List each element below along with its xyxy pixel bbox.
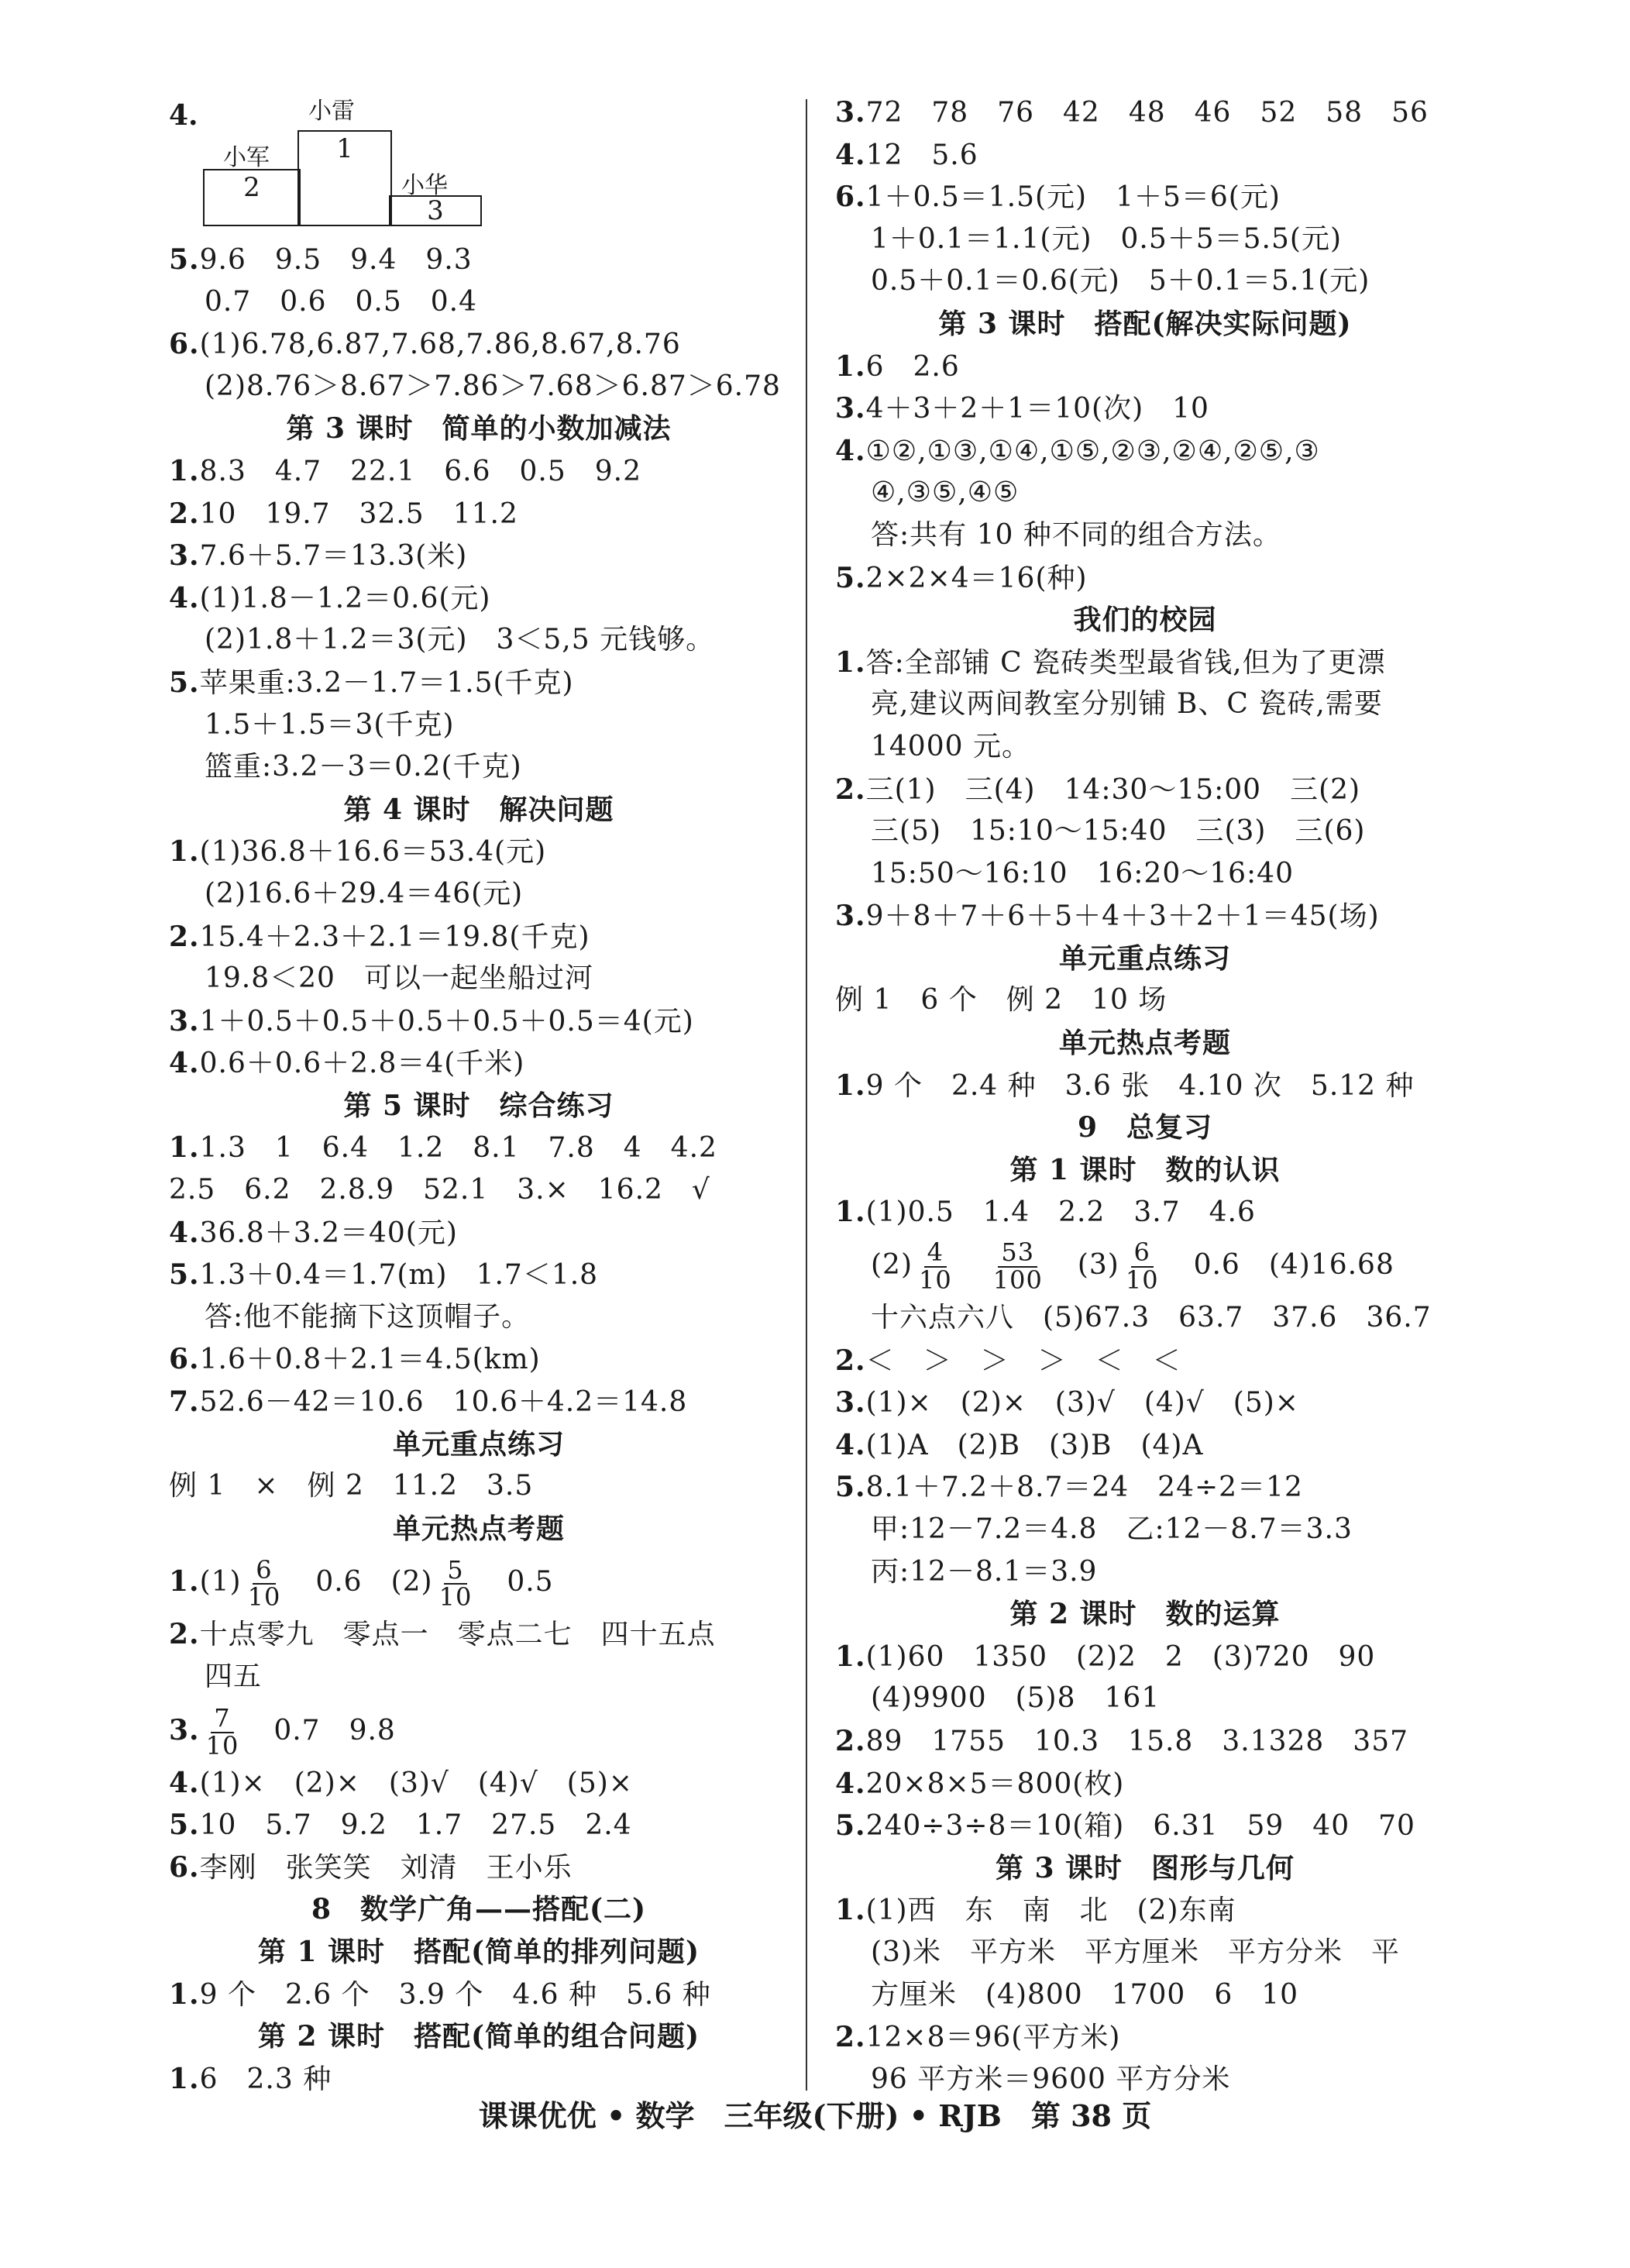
answer-line bbox=[835, 387, 1455, 430]
answer-line: 1.(1) $\frac{6}{10}$ 0.6 (2) $\frac{5}{10}$ 0.5 bbox=[169, 1554, 554, 1612]
answer-text: 36.8＋3.2＝40(元) bbox=[199, 1217, 458, 1249]
answer-text: (1)× (2)× (3)√ (4)√ (5)× bbox=[865, 1387, 1299, 1420]
question-number: 5. bbox=[835, 1809, 866, 1843]
answer-text: 7.6＋5.7＝13.3(米) bbox=[199, 540, 468, 573]
answer-line bbox=[169, 1296, 789, 1339]
podium-top-label: 小雷 bbox=[308, 98, 355, 125]
answer-line bbox=[169, 1974, 789, 2016]
fraction: $\frac{53}{100}$ bbox=[992, 1237, 1043, 1296]
answer-text: (2)16.6＋29.4＝46(元) bbox=[205, 877, 524, 910]
question-number: 1. bbox=[169, 2062, 200, 2095]
question-number: 3. bbox=[169, 539, 200, 573]
answer-line bbox=[835, 1974, 1455, 2017]
question-number: 6. bbox=[169, 1850, 200, 1884]
answer-text: 十点零九 零点一 零点二七 四十五点 bbox=[199, 1619, 716, 1651]
answer-line bbox=[169, 1338, 789, 1381]
answer-text: 1＋0.5＋0.5＋0.5＋0.5＋0.5＝4(元) bbox=[199, 1005, 694, 1038]
answer-text: 52.6－42＝10.6 10.6＋4.2＝14.8 bbox=[199, 1386, 688, 1419]
answer-text: 10 19.7 32.5 11.2 bbox=[199, 497, 518, 530]
answer-line bbox=[835, 683, 1455, 726]
answer-text: 15:50～16:10 16:20～16:40 bbox=[871, 857, 1294, 890]
section-heading bbox=[169, 1085, 789, 1127]
answer-line bbox=[169, 1762, 789, 1805]
question-number: 2. bbox=[169, 920, 200, 953]
answer-line bbox=[835, 810, 1455, 853]
answer-line bbox=[169, 746, 789, 789]
section-heading bbox=[169, 1931, 789, 1974]
answer-line bbox=[835, 1720, 1455, 1763]
heading-text: 单元热点考题 bbox=[1058, 1027, 1231, 1060]
answer-line bbox=[835, 515, 1455, 557]
question-number: 2. bbox=[169, 1618, 200, 1651]
answer-text: 四五 bbox=[205, 1661, 263, 1692]
question-number: 1. bbox=[169, 835, 200, 869]
answer-line bbox=[835, 430, 1455, 473]
answer-line bbox=[835, 1636, 1455, 1678]
answer-text: 9.6 9.5 9.4 9.3 bbox=[199, 244, 473, 276]
answer-line bbox=[835, 1297, 1455, 1340]
answer-line bbox=[169, 916, 789, 958]
answer-line bbox=[835, 1763, 1455, 1805]
question-number: 1. bbox=[835, 1196, 866, 1229]
answer-text: (4)9900 (5)8 161 bbox=[871, 1682, 1161, 1715]
answer-line bbox=[835, 1065, 1455, 1107]
answer-text: 甲:12－7.2＝4.8 乙:12－8.7＝3.3 bbox=[871, 1513, 1353, 1545]
podium-third: 3 bbox=[389, 195, 482, 226]
answer-text: 19.8＜20 可以一起坐船过河 bbox=[205, 962, 593, 995]
answer-text: 89 1755 10.3 15.8 3.1328 357 bbox=[865, 1725, 1409, 1757]
answer-line bbox=[835, 1424, 1455, 1467]
podium-left-label: 小军 bbox=[223, 144, 270, 171]
section-heading bbox=[835, 303, 1455, 346]
answer-text: 例 1 6 个 例 2 10 场 bbox=[835, 984, 1167, 1017]
answer-text: 14000 元。 bbox=[871, 730, 1030, 762]
answer-line bbox=[835, 2016, 1455, 2059]
answer-line bbox=[169, 1613, 789, 1656]
answer-line bbox=[835, 134, 1455, 177]
answer-text: 12 5.6 bbox=[865, 139, 978, 171]
answer-text: 1.5＋1.5＝3(千克) bbox=[205, 708, 455, 741]
fraction: $\frac{4}{10}$ bbox=[919, 1237, 952, 1296]
answer-line bbox=[835, 1551, 1455, 1594]
answer-text: 10 5.7 9.2 1.7 27.5 2.4 bbox=[199, 1809, 632, 1842]
answer-text: 李刚 张笑笑 刘清 王小乐 bbox=[199, 1851, 573, 1884]
answer-line bbox=[835, 1805, 1455, 1847]
answer-text: 亮,建议两间教室分别铺 B、C 瓷砖,需要 bbox=[871, 688, 1383, 721]
answer-text: 0.7 0.6 0.5 0.4 bbox=[205, 285, 478, 318]
section-heading bbox=[835, 1106, 1455, 1149]
answer-line bbox=[169, 1381, 789, 1423]
answer-text: 9＋8＋7＋6＋5＋4＋3＋2＋1＝45(场) bbox=[865, 900, 1380, 933]
column-divider bbox=[806, 99, 807, 2091]
answer-line bbox=[169, 1212, 789, 1254]
heading-text: 9 总复习 bbox=[1077, 1111, 1213, 1144]
answer-text: 1＋0.1＝1.1(元) 0.5＋5＝5.5(元) bbox=[871, 222, 1342, 255]
answer-text: (1)1.8－1.2＝0.6(元) bbox=[199, 582, 491, 614]
question-number: 5. bbox=[169, 1258, 200, 1292]
answer-text: (2)1.8＋1.2＝3(元) 3＜5,5 元钱够。 bbox=[205, 624, 715, 656]
answer-line bbox=[169, 1656, 789, 1698]
answer-line bbox=[835, 1191, 1455, 1234]
answer-line bbox=[835, 769, 1455, 811]
answer-line bbox=[835, 1932, 1455, 1974]
answer-line bbox=[169, 366, 789, 408]
answer-line bbox=[835, 346, 1455, 388]
answer-line bbox=[835, 1889, 1455, 1932]
question-number: 3. bbox=[835, 392, 866, 425]
podium-diagram bbox=[169, 91, 789, 239]
answer-line bbox=[169, 831, 789, 873]
answer-text: 1＋0.5＝1.5(元) 1＋5＝6(元) bbox=[865, 181, 1281, 214]
answer-text: 72 78 76 42 48 46 52 58 56 bbox=[865, 97, 1429, 129]
question-number: 2. bbox=[835, 2021, 866, 2054]
right-column bbox=[835, 91, 1455, 2101]
question-number: 2. bbox=[169, 497, 200, 530]
answer-line bbox=[169, 1804, 789, 1846]
answer-line bbox=[169, 1465, 789, 1508]
section-heading bbox=[835, 599, 1455, 642]
question-number: 4. bbox=[169, 1216, 200, 1249]
question-number: 4. bbox=[169, 99, 198, 132]
answer-text: ④,③⑤,④⑤ bbox=[871, 477, 1020, 509]
fraction: $\frac{7}{10}$ bbox=[205, 1703, 239, 1760]
answer-line bbox=[835, 895, 1455, 938]
fraction: $\frac{6}{10}$ bbox=[1125, 1237, 1159, 1296]
answer-text: 方厘米 (4)800 1700 6 10 bbox=[871, 1978, 1299, 2011]
answer-line bbox=[835, 726, 1455, 769]
answer-line bbox=[835, 642, 1455, 684]
question-number: 5. bbox=[169, 1809, 200, 1842]
left-column bbox=[169, 91, 789, 2100]
answer-line bbox=[835, 1466, 1455, 1509]
question-number: 4. bbox=[835, 138, 866, 171]
answer-text: 1.3＋0.4＝1.7(m) 1.7＜1.8 bbox=[199, 1259, 599, 1292]
question-number: 5. bbox=[835, 561, 866, 594]
section-heading bbox=[169, 789, 789, 831]
question-number: 2. bbox=[835, 1344, 866, 1377]
answer-text: 0.6＋0.6＋2.8＝4(千米) bbox=[199, 1048, 525, 1080]
question-number: 3. bbox=[169, 1004, 200, 1038]
heading-text: 第 5 课时 综合练习 bbox=[343, 1089, 614, 1122]
answer-line bbox=[169, 450, 789, 493]
answer-text: 9 个 2.4 种 3.6 张 4.10 次 5.12 种 bbox=[865, 1069, 1415, 1102]
answer-text: (2)8.76＞8.67＞7.86＞7.68＞6.87＞6.78 bbox=[205, 370, 781, 402]
answer-text: (1)0.5 1.4 2.2 3.7 4.6 bbox=[865, 1196, 1256, 1229]
answer-line bbox=[835, 219, 1455, 261]
answer-text: (3)米 平方米 平方厘米 平方分米 平 bbox=[871, 1936, 1400, 1968]
page-footer: 课课优优 • 数学 三年级(下册) • RJB 第 38 页 bbox=[478, 2098, 1152, 2133]
answer-line bbox=[835, 1340, 1455, 1382]
heading-text: 我们的校园 bbox=[1073, 604, 1217, 637]
answer-line bbox=[835, 853, 1455, 896]
answer-text: 12×8＝96(平方米) bbox=[865, 2022, 1121, 2054]
question-number: 1. bbox=[169, 1977, 200, 2011]
answer-line bbox=[835, 979, 1455, 1022]
answer-text: 20×8×5＝800(枚) bbox=[865, 1767, 1125, 1800]
answer-line bbox=[169, 1000, 789, 1043]
heading-text: 单元热点考题 bbox=[392, 1512, 565, 1545]
question-number: 1. bbox=[835, 1640, 866, 1673]
question-number: 6. bbox=[169, 1343, 200, 1376]
answer-text: (1)6.78,6.87,7.68,7.86,8.67,8.76 bbox=[199, 329, 681, 361]
answer-block bbox=[169, 1762, 789, 2101]
question-number: 3. bbox=[835, 1386, 866, 1420]
answer-text: ＜ ＞ ＞ ＞ ＜ ＜ bbox=[865, 1344, 1181, 1377]
answer-line bbox=[835, 1509, 1455, 1551]
answer-text: 96 平方米＝9600 平方分米 bbox=[871, 2063, 1231, 2095]
question-number: 1. bbox=[835, 645, 866, 679]
answer-text: 2.5 6.2 2.8.9 52.1 3.× 16.2 √ bbox=[169, 1174, 710, 1206]
answer-text: 6 2.3 种 bbox=[199, 2063, 332, 2095]
answer-text: 1.6＋0.8＋2.1＝4.5(km) bbox=[199, 1344, 541, 1376]
question-number: 1. bbox=[835, 349, 866, 383]
section-heading bbox=[835, 1847, 1455, 1890]
question-number: 3. bbox=[835, 96, 866, 129]
answer-text: 丙:12－8.1＝3.9 bbox=[871, 1555, 1098, 1588]
answer-text: 三(5) 15:10～15:40 三(3) 三(6) bbox=[871, 815, 1366, 848]
heading-text: 第 1 课时 数的认识 bbox=[1009, 1153, 1281, 1186]
question-number: 1. bbox=[835, 1894, 866, 1927]
answer-line bbox=[169, 662, 789, 704]
section-heading bbox=[835, 1149, 1455, 1192]
answer-text: 8.3 4.7 22.1 6.6 0.5 9.2 bbox=[199, 455, 642, 487]
answer-text: 240÷3÷8＝10(箱) 6.31 59 40 70 bbox=[865, 1810, 1415, 1843]
question-number: 1. bbox=[169, 454, 200, 487]
question-number: 2. bbox=[835, 1724, 866, 1757]
answer-text: 苹果重:3.2－1.7＝1.5(千克) bbox=[199, 666, 574, 699]
answer-text: (1)× (2)× (3)√ (4)√ (5)× bbox=[199, 1767, 633, 1799]
answer-line: (2) $\frac{4}{10}$ $\frac{53}{100}$ (3) $\frac{6}{10}$ 0.6 (4)16.68 bbox=[871, 1237, 1394, 1296]
heading-text: 第 2 课时 数的运算 bbox=[1009, 1598, 1281, 1631]
answer-text: ①②,①③,①④,①⑤,②③,②④,②⑤,③ bbox=[865, 435, 1320, 467]
question-number: 1. bbox=[169, 1131, 200, 1165]
answer-text: 9 个 2.6 个 3.9 个 4.6 种 5.6 种 bbox=[199, 1978, 711, 2011]
answer-text: 篮重:3.2－3＝0.2(千克) bbox=[205, 751, 522, 783]
answer-block bbox=[835, 91, 1455, 1234]
answer-line bbox=[169, 1127, 789, 1169]
answer-text: 4＋3＋2＋1＝10(次) 10 bbox=[865, 393, 1209, 425]
answer-block bbox=[169, 239, 789, 1550]
answer-text: 答:共有 10 种不同的组合方法。 bbox=[871, 518, 1281, 551]
answer-text: 十六点六八 (5)67.3 63.7 37.6 36.7 bbox=[871, 1302, 1432, 1334]
answer-text: 8.1＋7.2＋8.7＝24 24÷2＝12 bbox=[865, 1471, 1303, 1504]
heading-text: 第 1 课时 搭配(简单的排列问题) bbox=[257, 1935, 700, 1968]
answer-line bbox=[169, 704, 789, 747]
answer-text: 6 2.6 bbox=[865, 350, 960, 383]
question-number: 5. bbox=[169, 243, 200, 276]
section-heading bbox=[169, 1508, 789, 1550]
answer-line bbox=[169, 619, 789, 662]
section-heading bbox=[169, 1423, 789, 1466]
answer-line bbox=[169, 577, 789, 620]
answer-line bbox=[835, 1678, 1455, 1720]
question-number: 5. bbox=[169, 666, 200, 699]
podium-first: 1 bbox=[297, 130, 392, 226]
answer-line bbox=[169, 1254, 789, 1296]
answer-text: 15.4＋2.3＋2.1＝19.8(千克) bbox=[199, 921, 590, 953]
answer-line bbox=[169, 1042, 789, 1085]
question-number: 4. bbox=[169, 1047, 200, 1080]
question-number: 4. bbox=[835, 1767, 866, 1800]
question-number: 4. bbox=[835, 1428, 866, 1461]
heading-text: 第 3 课时 图形与几何 bbox=[995, 1851, 1295, 1884]
answer-line bbox=[169, 239, 789, 281]
answer-text: (1)60 1350 (2)2 2 (3)720 90 bbox=[865, 1640, 1376, 1673]
answer-text: (1)A (2)B (3)B (4)A bbox=[865, 1429, 1204, 1461]
answer-line bbox=[169, 535, 789, 577]
answer-line bbox=[169, 493, 789, 535]
answer-line bbox=[835, 91, 1455, 134]
fraction: $\frac{6}{10}$ bbox=[247, 1554, 281, 1612]
heading-text: 8 数学广角——搭配(二) bbox=[311, 1893, 647, 1926]
answer-block bbox=[835, 1297, 1455, 2101]
heading-text: 单元重点练习 bbox=[1058, 941, 1231, 975]
question-number: 4. bbox=[169, 581, 200, 614]
answer-text: 答:他不能摘下这顶帽子。 bbox=[205, 1300, 531, 1333]
heading-text: 第 2 课时 搭配(简单的组合问题) bbox=[257, 2020, 700, 2053]
answer-text: 0.5＋0.1＝0.6(元) 5＋0.1＝5.1(元) bbox=[871, 265, 1370, 298]
question-number: 7. bbox=[169, 1385, 200, 1419]
section-heading bbox=[835, 938, 1455, 980]
answer-line bbox=[169, 873, 789, 916]
fraction: $\frac{5}{10}$ bbox=[438, 1554, 473, 1612]
question-number: 6. bbox=[169, 328, 200, 361]
section-heading bbox=[835, 1593, 1455, 1636]
answer-text: 三(1) 三(4) 14:30～15:00 三(2) bbox=[865, 773, 1361, 806]
answer-line bbox=[169, 1169, 789, 1212]
question-number: 3. bbox=[835, 900, 866, 933]
answer-line: 3. $\frac{7}{10}$ 0.7 9.8 bbox=[169, 1703, 396, 1760]
section-heading bbox=[169, 2015, 789, 2058]
question-number: 5. bbox=[835, 1471, 866, 1504]
answer-line bbox=[835, 260, 1455, 303]
answer-line bbox=[835, 557, 1455, 600]
question-number: 1. bbox=[835, 1069, 866, 1102]
heading-text: 第 3 课时 简单的小数加减法 bbox=[286, 412, 672, 446]
podium-right-label: 小华 bbox=[401, 172, 448, 199]
section-heading bbox=[835, 1022, 1455, 1065]
heading-text: 第 4 课时 解决问题 bbox=[343, 793, 614, 826]
answer-line bbox=[169, 281, 789, 324]
answer-line bbox=[835, 1382, 1455, 1424]
answer-line bbox=[169, 1846, 789, 1889]
answer-block bbox=[169, 1613, 789, 1698]
answer-line bbox=[835, 472, 1455, 515]
heading-text: 单元重点练习 bbox=[392, 1427, 565, 1461]
question-number: 4. bbox=[169, 1766, 200, 1799]
answer-text: 1.3 1 6.4 1.2 8.1 7.8 4 4.2 bbox=[199, 1132, 717, 1165]
answer-text: (1)西 东 南 北 (2)东南 bbox=[865, 1895, 1236, 1927]
answer-line bbox=[835, 176, 1455, 219]
answer-text: 2×2×4＝16(种) bbox=[865, 562, 1088, 594]
section-heading bbox=[169, 408, 789, 450]
answer-text: 答:全部铺 C 瓷砖类型最省钱,但为了更漂 bbox=[865, 646, 1386, 679]
question-number: 6. bbox=[835, 181, 866, 214]
heading-text: 第 3 课时 搭配(解决实际问题) bbox=[938, 307, 1352, 340]
podium-second: 2 bbox=[203, 169, 301, 226]
answer-line bbox=[169, 958, 789, 1000]
answer-line bbox=[169, 323, 789, 366]
question-number: 4. bbox=[835, 434, 866, 467]
answer-text: (1)36.8＋16.6＝53.4(元) bbox=[199, 836, 547, 869]
section-heading bbox=[169, 1888, 789, 1931]
question-number: 2. bbox=[835, 773, 866, 806]
answer-text: 例 1 × 例 2 11.2 3.5 bbox=[169, 1470, 534, 1502]
